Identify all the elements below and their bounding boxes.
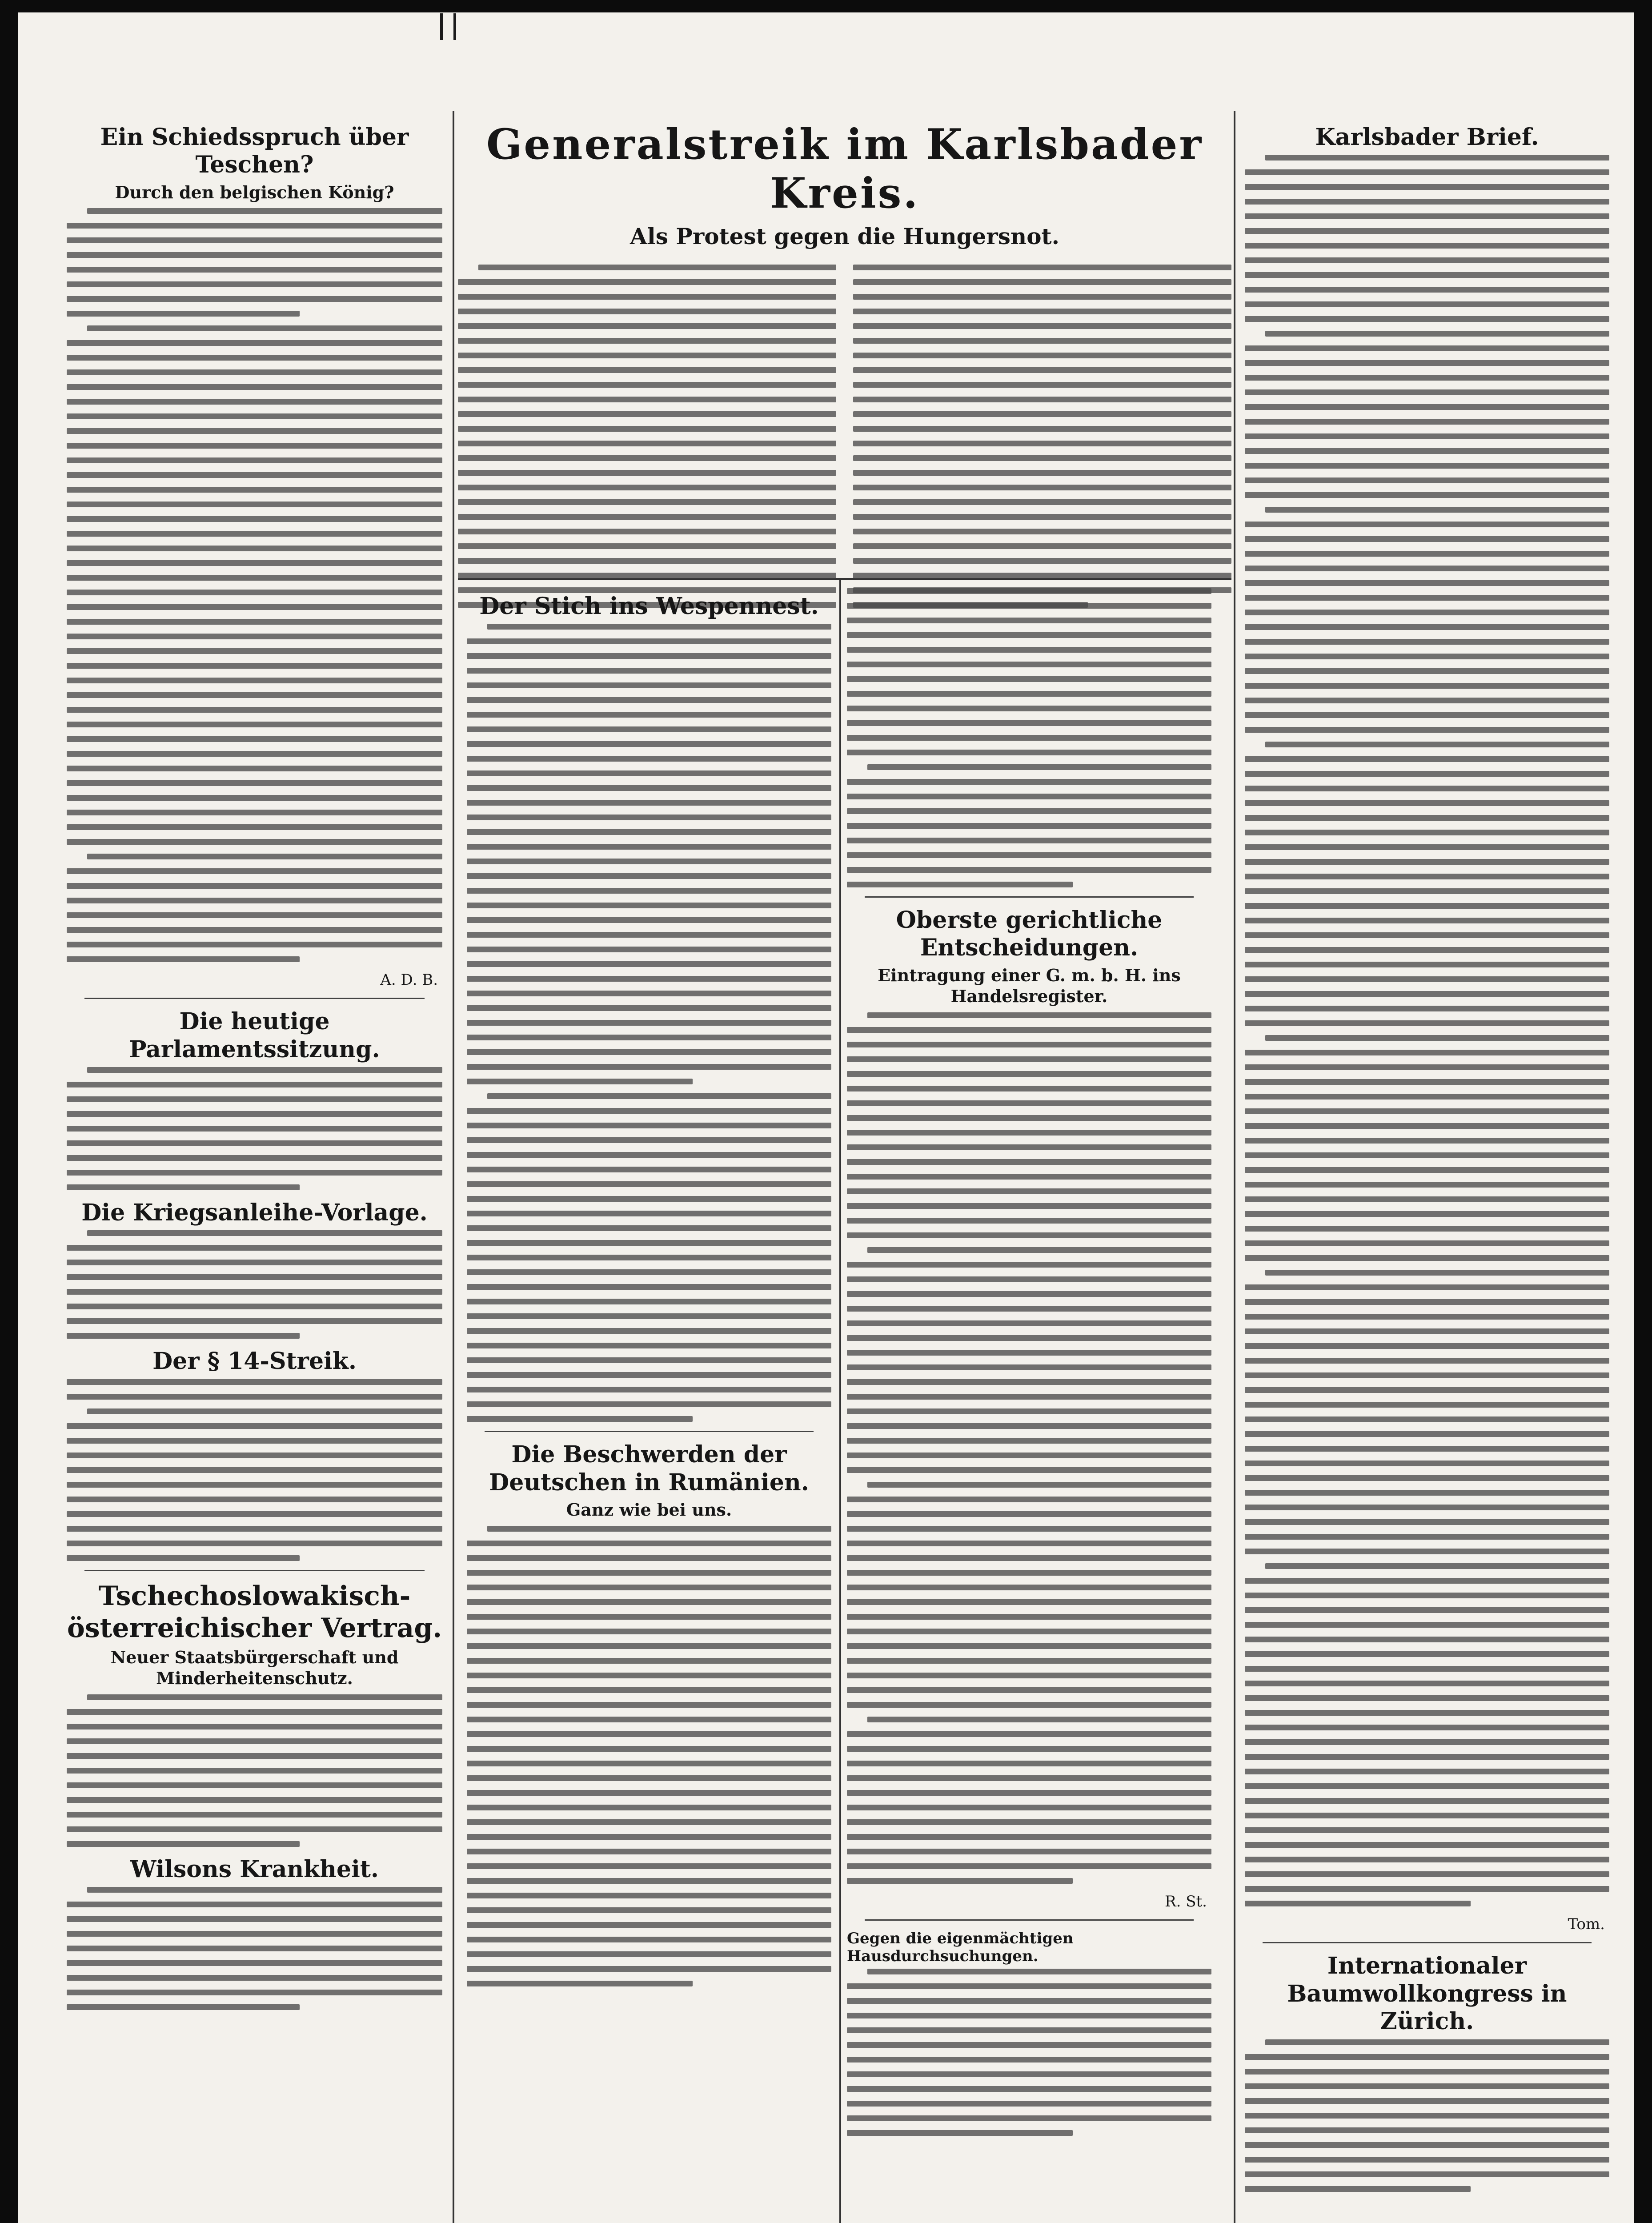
article-paragraph14 bbox=[67, 1379, 442, 1561]
margin-mark bbox=[440, 13, 456, 40]
headline-wespennest: Der Stich ins Wespennest. bbox=[479, 593, 819, 620]
article-karlsbader-brief bbox=[1245, 155, 1609, 1906]
column-rule bbox=[453, 111, 454, 2223]
column-2 bbox=[467, 585, 831, 2223]
headline-teschen: Ein Schiedsspruch über Teschen? bbox=[100, 124, 409, 179]
headline-wilson: Wilsons Krankheit. bbox=[130, 1855, 379, 1883]
headline-karlsbader-brief: Karlsbader Brief. bbox=[1315, 124, 1539, 151]
banner-text-right bbox=[853, 265, 1231, 617]
scan-edge-right bbox=[1634, 0, 1652, 2223]
banner-article bbox=[458, 116, 1231, 574]
article-hausdurchsuchungen bbox=[847, 1969, 1211, 2136]
headline-baumwollkongress: Internationaler Baumwollkongress in Zürich. bbox=[1287, 1952, 1567, 2035]
article-baumwollkongress bbox=[1245, 2039, 1609, 2192]
article-vertrag bbox=[67, 1694, 442, 1847]
article-wilson bbox=[67, 1887, 442, 2010]
article-parlamentssitzung bbox=[67, 1067, 442, 1190]
article-deutsche-rumaenien bbox=[467, 1526, 831, 1986]
subheadline-teschen: Durch den belgischen König? bbox=[115, 182, 394, 202]
column-rule bbox=[839, 578, 841, 2223]
subheadline-deutsche-rumaenien: Ganz wie bei uns. bbox=[566, 1500, 732, 1520]
banner-subheadline: Als Protest gegen die Hungersnot. bbox=[630, 223, 1060, 249]
headline-deutsche-rumaenien: Die Beschwerden der Deutschen in Rumänien. bbox=[489, 1441, 809, 1496]
headline-kriegsanleihe: Die Kriegsanleihe-Vorlage. bbox=[81, 1199, 428, 1227]
headline-parlamentssitzung: Die heutige Parlamentssitzung. bbox=[129, 1008, 380, 1063]
article-teschen bbox=[67, 208, 442, 962]
column-rule bbox=[1234, 111, 1235, 2223]
signature-karlsbader-brief: Tom. bbox=[1568, 1915, 1605, 1934]
headline-vertrag: Tschechoslowakisch-österreichischer Vertrag. bbox=[67, 1580, 442, 1644]
scan-edge-top bbox=[0, 0, 1652, 12]
article-kriegsanleihe bbox=[67, 1230, 442, 1339]
signature-entscheidungen: R. St. bbox=[1165, 1892, 1207, 1910]
column-3 bbox=[847, 585, 1211, 2223]
headline-hausdurchsuchungen: Gegen die eigenmächtigen Hausdurchsuchungen. bbox=[847, 1929, 1074, 1965]
article-wespennest bbox=[467, 624, 831, 1422]
subheadline-vertrag: Neuer Staatsbürgerschaft und Minderheitenschutz. bbox=[110, 1647, 399, 1689]
signature-teschen: A. D. B. bbox=[380, 971, 438, 989]
article-wespennest-cont bbox=[847, 588, 1211, 887]
column-4 bbox=[1245, 116, 1609, 2223]
banner-headline: Generalstreik im Karlsbader Kreis. bbox=[486, 120, 1203, 218]
column-1 bbox=[67, 116, 442, 2223]
headline-paragraph14: Der § 14-Streik. bbox=[152, 1348, 357, 1375]
banner-body bbox=[458, 261, 1231, 620]
banner-text-left bbox=[458, 265, 836, 617]
article-entscheidungen bbox=[847, 1012, 1211, 1884]
headline-entscheidungen: Oberste gerichtliche Entscheidungen. bbox=[896, 907, 1163, 962]
subheadline-entscheidungen: Eintragung einer G. m. b. H. ins Handelsregister. bbox=[878, 965, 1181, 1007]
scan-edge-left bbox=[0, 0, 18, 2223]
